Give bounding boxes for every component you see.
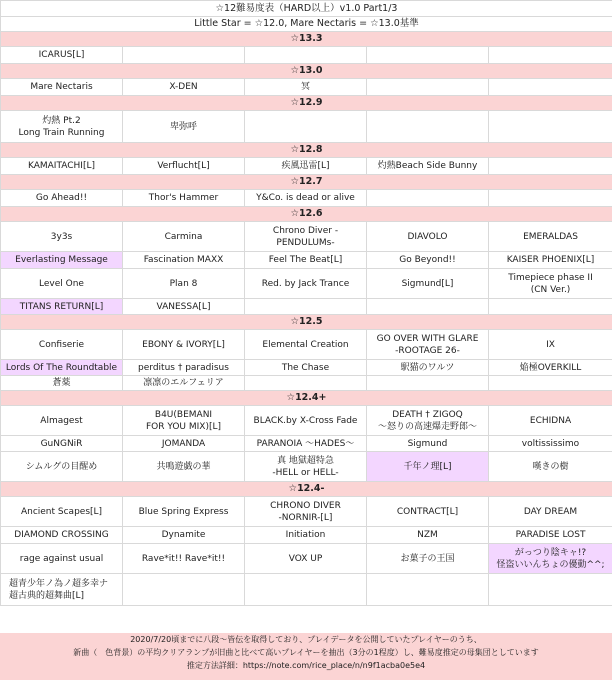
song-cell: BLACK.by X-Cross Fade xyxy=(245,406,367,436)
song-cell: NZM xyxy=(367,527,489,544)
song-cell: シムルグの目醒め xyxy=(1,452,123,482)
song-cell: Verflucht[L] xyxy=(123,158,245,175)
empty-cell xyxy=(489,47,612,64)
empty-cell xyxy=(245,111,367,143)
level-header: ☆12.7 xyxy=(1,175,612,190)
song-line: -HELL or HELL- xyxy=(272,467,339,478)
empty-cell xyxy=(489,190,612,207)
song-cell: Ancient Scapes[L] xyxy=(1,497,123,527)
song-line: 超青少年ノ為ノ超多幸ナ xyxy=(9,578,109,589)
song-cell: Dynamite xyxy=(123,527,245,544)
empty-cell xyxy=(123,47,245,64)
song-cell: Blue Spring Express xyxy=(123,497,245,527)
song-cell: 嘆きの樹 xyxy=(489,452,612,482)
song-cell: Sigmund xyxy=(367,436,489,452)
song-line: Chrono Diver - xyxy=(272,225,339,236)
song-cell: 灼熱Beach Side Bunny xyxy=(367,158,489,175)
empty-cell xyxy=(367,79,489,96)
song-cell: 卑弥呼 xyxy=(123,111,245,143)
empty-cell xyxy=(367,47,489,64)
level-header: ☆12.4+ xyxy=(1,391,612,406)
song-line: DEATH † ZIGOQ xyxy=(392,409,463,420)
song-cell: Almagest xyxy=(1,406,123,436)
table-title: ☆12難易度表（HARD以上）v1.0 Part1/3 xyxy=(1,1,612,17)
song-cell: 駅猫のワルツ xyxy=(367,360,489,376)
song-line: CHRONO DIVER xyxy=(270,500,341,511)
empty-cell xyxy=(489,158,612,175)
song-cell: IX xyxy=(489,330,612,360)
song-cell: Mare Nectaris xyxy=(1,79,123,96)
song-cell: rage against usual xyxy=(1,544,123,574)
table-subtitle: Little Star = ☆12.0, Mare Nectaris = ☆13.0基準 xyxy=(1,17,612,32)
song-line: 超古典的超舞曲[L] xyxy=(9,590,85,601)
song-cell: Fascination MAXX xyxy=(123,252,245,269)
song-cell: Initiation xyxy=(245,527,367,544)
song-cell-new: 千年ノ理[L] xyxy=(367,452,489,482)
footer-line: 推定方法詳細：https://note.com/rice_place/n/n9f1acba0e5e4 xyxy=(186,661,426,670)
song-cell: The Chase xyxy=(245,360,367,376)
song-cell: CONTRACT[L] xyxy=(367,497,489,527)
song-cell: ICARUS[L] xyxy=(1,47,123,64)
empty-cell xyxy=(489,79,612,96)
song-cell: Rave*it!! Rave*it!! xyxy=(123,544,245,574)
song-cell: voltississimo xyxy=(489,436,612,452)
song-cell: EBONY & IVORY[L] xyxy=(123,330,245,360)
song-cell-new: Everlasting Message xyxy=(1,252,123,269)
footer-line: 新曲（ 色背景）の平均クリアランプが旧曲と比べて高いプレイヤーを抽出（3分の1程度）し、難易度推定の母集団としています xyxy=(73,648,539,657)
song-cell: Plan 8 xyxy=(123,269,245,299)
empty-cell xyxy=(489,299,612,315)
empty-cell xyxy=(489,376,612,391)
song-cell: 凛凛のエルフェリア xyxy=(123,376,245,391)
footer-line: 2020/7/20頃までに八段～皆伝を取得しており、プレイデータを公開していたプレイヤーのうち、 xyxy=(130,635,482,644)
song-line: 怪盗いいんちょの優動^^; xyxy=(496,559,605,570)
song-cell: 共鳴遊戯の華 xyxy=(123,452,245,482)
song-cell: Red. by Jack Trance xyxy=(245,269,367,299)
song-cell-new xyxy=(489,544,612,574)
empty-cell xyxy=(367,190,489,207)
level-header: ☆12.8 xyxy=(1,143,612,158)
song-cell: GuNGNiR xyxy=(1,436,123,452)
song-line: がっつり陰キャ!? xyxy=(514,547,587,558)
song-line: PENDULUMs- xyxy=(276,237,335,248)
song-cell: VOX UP xyxy=(245,544,367,574)
empty-cell xyxy=(367,376,489,391)
song-cell: 冥 xyxy=(245,79,367,96)
empty-cell xyxy=(245,574,367,606)
song-cell xyxy=(245,452,367,482)
song-cell xyxy=(367,330,489,360)
song-line: 灼熱 Pt.2 xyxy=(42,115,81,126)
empty-cell xyxy=(367,111,489,143)
song-line: -NORNIR-[L] xyxy=(278,512,333,523)
song-cell: Feel The Beat[L] xyxy=(245,252,367,269)
level-header: ☆13.0 xyxy=(1,64,612,79)
song-cell: DIAVOLO xyxy=(367,222,489,252)
footer-note xyxy=(0,633,612,680)
level-header: ☆12.6 xyxy=(1,207,612,222)
song-line: B4U(BEMANI xyxy=(154,409,213,420)
empty-cell xyxy=(367,299,489,315)
song-cell: Thor's Hammer xyxy=(123,190,245,207)
song-cell: VANESSA[L] xyxy=(123,299,245,315)
song-line: -ROOTAGE 26- xyxy=(395,345,460,356)
song-cell xyxy=(1,111,123,143)
song-line: 真 地獄超特急 xyxy=(277,455,334,466)
song-cell xyxy=(1,574,123,606)
song-cell: 疾風迅雷[L] xyxy=(245,158,367,175)
song-line: GO OVER WITH GLARE xyxy=(376,333,479,344)
song-cell: Carmina xyxy=(123,222,245,252)
song-cell-new: TITANS RETURN[L] xyxy=(1,299,123,315)
song-cell: DAY DREAM xyxy=(489,497,612,527)
song-cell: ECHIDNA xyxy=(489,406,612,436)
empty-cell xyxy=(245,47,367,64)
song-cell: Go Ahead!! xyxy=(1,190,123,207)
song-cell: JOMANDA xyxy=(123,436,245,452)
song-cell xyxy=(489,269,612,299)
song-line: FOR YOU MIX)[L] xyxy=(145,421,222,432)
level-header: ☆12.4- xyxy=(1,482,612,497)
song-cell: 蒼薬 xyxy=(1,376,123,391)
song-line: Timepiece phase II xyxy=(508,272,593,283)
level-header: ☆12.5 xyxy=(1,315,612,330)
song-cell: 3y3s xyxy=(1,222,123,252)
song-cell: PARANOIA ～HADES～ xyxy=(245,436,367,452)
song-cell xyxy=(245,222,367,252)
level-header: ☆12.9 xyxy=(1,96,612,111)
song-cell: KAISER PHOENIX[L] xyxy=(489,252,612,269)
song-cell: Level One xyxy=(1,269,123,299)
song-line: (CN Ver.) xyxy=(530,284,571,295)
song-cell: Sigmund[L] xyxy=(367,269,489,299)
song-cell: perditus † paradisus xyxy=(123,360,245,376)
song-line: ～怒りの高速爆走野郎～ xyxy=(377,421,477,432)
empty-cell xyxy=(123,574,245,606)
song-cell: Confiserie xyxy=(1,330,123,360)
song-cell-new: Lords Of The Roundtable xyxy=(1,360,123,376)
song-cell: Y&Co. is dead or alive xyxy=(245,190,367,207)
empty-cell xyxy=(245,376,367,391)
song-cell: EMERALDAS xyxy=(489,222,612,252)
song-cell: KAMAITACHI[L] xyxy=(1,158,123,175)
song-cell: X-DEN xyxy=(123,79,245,96)
song-cell: PARADISE LOST xyxy=(489,527,612,544)
empty-cell xyxy=(367,574,489,606)
empty-cell xyxy=(245,299,367,315)
song-cell: Go Beyond!! xyxy=(367,252,489,269)
level-header: ☆13.3 xyxy=(1,32,612,47)
song-cell xyxy=(367,406,489,436)
song-cell xyxy=(123,406,245,436)
empty-cell xyxy=(489,574,612,606)
song-cell: お菓子の王国 xyxy=(367,544,489,574)
song-cell: Elemental Creation xyxy=(245,330,367,360)
empty-cell xyxy=(489,111,612,143)
song-cell: 焔極OVERKILL xyxy=(489,360,612,376)
song-cell: DIAMOND CROSSING xyxy=(1,527,123,544)
song-line: Long Train Running xyxy=(18,127,105,138)
song-cell xyxy=(245,497,367,527)
